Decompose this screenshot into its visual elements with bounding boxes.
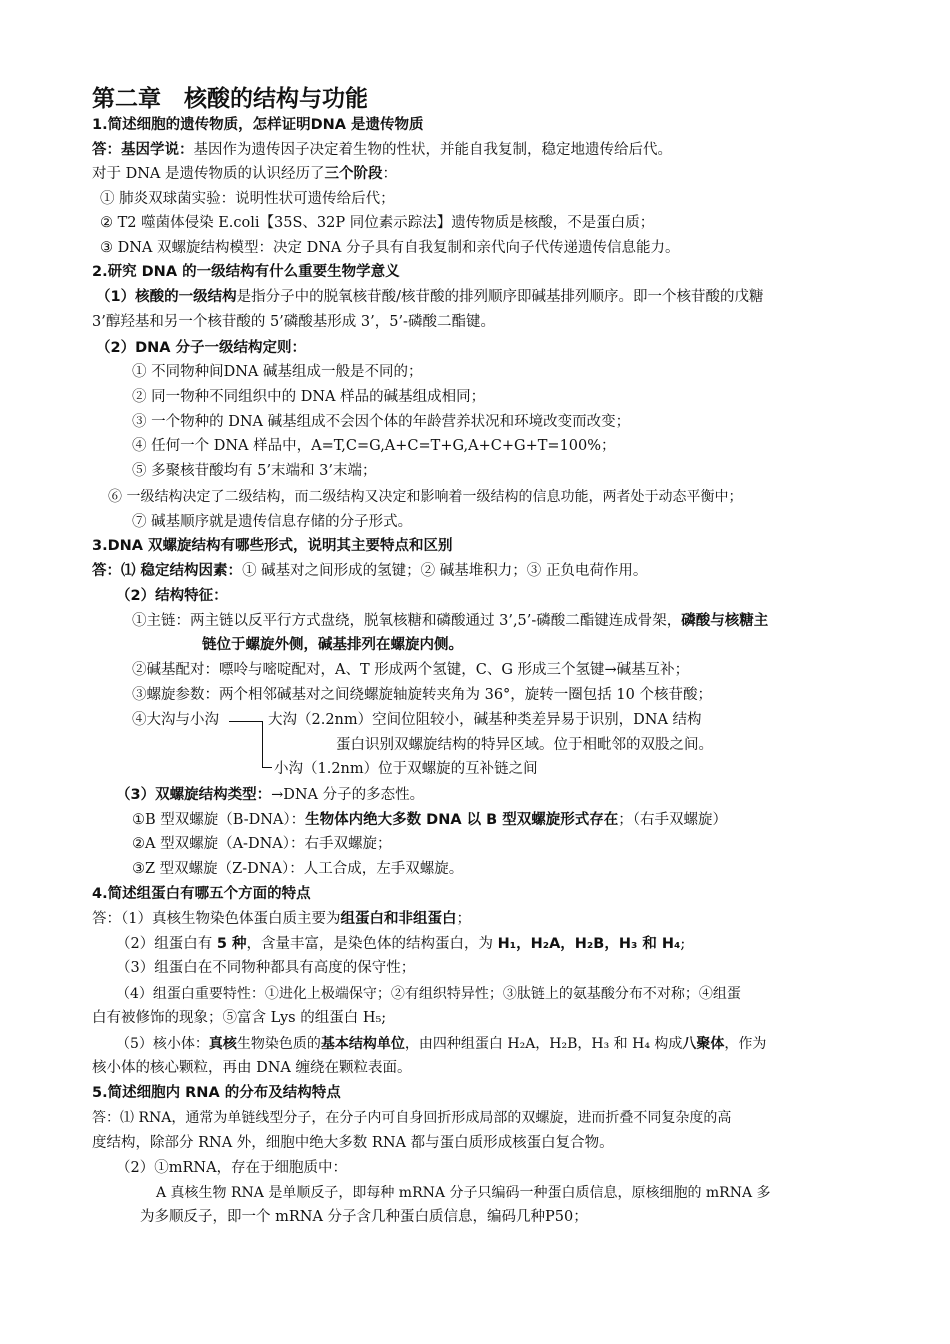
q3-feature-2: ②碱基配对：嘌呤与嘧啶配对，A、T 形成两个氢键，C、G 形成三个氢键→碱基互补； bbox=[132, 662, 690, 678]
q1-intro-bold: 三个阶段 bbox=[324, 166, 383, 182]
q4-answer-3: （3）组蛋白在不同物种都具有高度的保守性； bbox=[116, 960, 416, 976]
q3-a1-text: ① 碱基对之间形成的氢键；② 碱基堆积力；③ 正负电荷作用。 bbox=[242, 563, 648, 579]
chapter-title: 第二章 核酸的结构与功能 bbox=[92, 86, 368, 112]
q4-a5-t2: 生物染色质的 bbox=[236, 1036, 321, 1052]
q5-answer-1-line2: 度结构，除部分 RNA 外，细胞中绝大多数 RNA 都与蛋白质形成核蛋白复合物。 bbox=[92, 1135, 614, 1151]
q3-feature-3: ③螺旋参数：两个相邻碱基对之间绕螺旋轴旋转夹角为 36°，旋转一圈包括 10 个核苷酸； bbox=[132, 687, 712, 703]
q3-a3-text: →DNA 分子的多态性。 bbox=[271, 787, 425, 803]
q3-f4-major: 大沟（2.2nm）空间位阻较小，碱基种类差异易于识别，DNA 结构 bbox=[268, 712, 702, 728]
q4-a2-end: ; bbox=[680, 936, 686, 952]
q2-rule: ② 同一物种不同组织中的 DNA 样品的碱基组成相同； bbox=[132, 389, 486, 405]
q4-answer-4-line2: 白有被修饰的现象；⑤富含 Lys 的组蛋白 H₅; bbox=[92, 1010, 387, 1026]
groove-brace-top bbox=[229, 721, 263, 722]
q1-intro-end: ： bbox=[382, 166, 398, 182]
q5-heading: 5.简述细胞内 RNA 的分布及结构特点 bbox=[92, 1085, 341, 1101]
q3-f4-label: ④大沟与小沟 bbox=[132, 712, 219, 728]
q3-t1-end: ；（右手双螺旋） bbox=[618, 812, 728, 828]
q3-feature-1 bbox=[132, 611, 768, 631]
q5-answer-1: 答：⑴ RNA，通常为单链线型分子，在分子内可自身回折形成局部的双螺旋，进而折叠不同复杂度的高 bbox=[92, 1110, 732, 1126]
q4-a2-bold: 5 种 bbox=[216, 936, 247, 952]
q3-a2-bold: （2）结构特征： bbox=[116, 588, 228, 604]
q4-a5-t1: （5）核小体： bbox=[116, 1036, 209, 1052]
q3-heading: 3.DNA 双螺旋结构有哪些形式，说明其主要特点和区别 bbox=[92, 538, 453, 554]
q4-answer-5-line2: 核小体的核心颗粒，再由 DNA 缠绕在颗粒表面。 bbox=[92, 1060, 412, 1076]
q3-t1-bold: 生物体内绝大多数 DNA 以 B 型双螺旋形式存在 bbox=[305, 812, 619, 828]
q2-p1-line2: 3’醇羟基和另一个核苷酸的 5’磷酸基形成 3’，5’-磷酸二酯键。 bbox=[92, 314, 495, 330]
q4-answer-2 bbox=[116, 934, 685, 954]
q4-answer-4: （4）组蛋白重要特性：①进化上极端保守；②有组织特异性；③肽链上的氨基酸分布不对称；④组蛋 bbox=[116, 986, 741, 1002]
q3-t1-text: ①B 型双螺旋（B-DNA）： bbox=[132, 812, 306, 828]
q1-answer-text: 基因作为遗传因子决定着生物的性状，并能自我复制，稳定地遗传给后代。 bbox=[193, 142, 672, 158]
q4-a5-b2: 基本结构单位 bbox=[320, 1036, 405, 1052]
q3-f1-line2 bbox=[202, 635, 463, 655]
q3-f4-major-line2: 蛋白识别双螺旋结构的特异区域。位于相毗邻的双股之间。 bbox=[336, 737, 713, 753]
q4-answer-1 bbox=[92, 909, 471, 929]
q1-item: ① 肺炎双球菌实验：说明性状可遗传给后代； bbox=[100, 191, 395, 207]
q1-intro bbox=[92, 164, 397, 184]
q4-answer-5 bbox=[116, 1034, 766, 1054]
q2-paragraph-2 bbox=[96, 338, 306, 358]
q2-heading: 2.研究 DNA 的一级结构有什么重要生物学意义 bbox=[92, 264, 400, 280]
q2-p1-bold: （1）核酸的一级结构 bbox=[96, 289, 237, 305]
q3-f1-bold: 磷酸与核糖主 bbox=[681, 613, 769, 629]
q2-rule: ④ 任何一个 DNA 样品中，A=T,C=G,A+C=T+G,A+C+G+T=100%； bbox=[132, 438, 616, 454]
q4-a1-bold: 组蛋白和非组蛋白 bbox=[340, 911, 457, 927]
q5-answer-2: （2）①mRNA，存在于细胞质中： bbox=[116, 1160, 348, 1176]
q3-f1-line2-text: 链位于螺旋外侧，碱基排列在螺旋内侧。 bbox=[202, 637, 463, 653]
q3-f1-text: ①主链：两主链以反平行方式盘绕，脱氧核糖和磷酸通过 3’,5’-磷酸二酯键连成骨架， bbox=[132, 613, 682, 629]
q3-answer-3 bbox=[116, 785, 424, 805]
q4-a1-text: 答：（1）真核生物染色体蛋白质主要为 bbox=[92, 911, 341, 927]
q3-type-1 bbox=[132, 810, 727, 830]
q4-a2-text: （2）组蛋白有 bbox=[116, 936, 217, 952]
groove-brace-bottom bbox=[262, 767, 272, 768]
groove-brace-vertical bbox=[262, 721, 263, 767]
q5-answer-3: A 真核生物 RNA 是单顺反子，即每种 mRNA 分子只编码一种蛋白质信息，原核细胞的 mRNA 多 bbox=[156, 1185, 771, 1201]
q2-p1-text: 是指分子中的脱氧核苷酸/核苷酸的排列顺序即碱基排列顺序。即一个核苷酸的戊糖 bbox=[236, 289, 764, 305]
q2-rule: ⑥ 一级结构决定了二级结构，而二级结构又决定和影响着一级结构的信息功能，两者处于动态平衡中； bbox=[108, 489, 743, 505]
q2-paragraph-1 bbox=[96, 287, 763, 307]
q3-type-3: ③Z 型双螺旋（Z-DNA）：人工合成，左手双螺旋。 bbox=[132, 861, 464, 877]
q1-item: ② T2 噬菌体侵染 E.coli【35S、32P 同位素示踪法】遗传物质是核酸，不是蛋白质； bbox=[100, 215, 655, 231]
q4-a5-t3: ，由四种组蛋白 H₂A，H₂B，H₃ 和 H₄ 构成 bbox=[404, 1036, 683, 1052]
q3-answer-1 bbox=[92, 561, 647, 581]
q3-a1-prefix: 答：⑴ 稳定结构因素： bbox=[92, 563, 243, 579]
q5-answer-3-line2: 为多顺反子，即一个 mRNA 分子含几种蛋白质信息，编码几种P50； bbox=[140, 1209, 588, 1225]
q4-a1-end: ； bbox=[456, 911, 471, 927]
q2-rule: ⑤ 多聚核苷酸均有 5’末端和 3’末端； bbox=[132, 463, 377, 479]
q3-answer-2 bbox=[116, 586, 228, 606]
q4-a5-b3: 八聚体 bbox=[682, 1036, 725, 1052]
q4-a5-t4: ，作为 bbox=[724, 1036, 767, 1052]
q4-a5-b1: 真核 bbox=[208, 1036, 237, 1052]
q1-heading: 1.简述细胞的遗传物质，怎样证明DNA 是遗传物质 bbox=[92, 117, 424, 133]
q3-f4-minor: 小沟（1.2nm）位于双螺旋的互补链之间 bbox=[274, 761, 538, 777]
q1-intro-text: 对于 DNA 是遗传物质的认识经历了 bbox=[92, 166, 325, 182]
q1-answer-prefix: 答：基因学说： bbox=[92, 142, 194, 158]
q1-answer bbox=[92, 140, 672, 160]
q3-type-2: ②A 型双螺旋（A-DNA）：右手双螺旋； bbox=[132, 836, 392, 852]
q4-heading: 4.简述组蛋白有哪五个方面的特点 bbox=[92, 886, 311, 902]
q2-rule: ① 不同物种间DNA 碱基组成一般是不同的； bbox=[132, 364, 423, 380]
q1-item: ③ DNA 双螺旋结构模型：决定 DNA 分子具有自我复制和亲代向子代传递遗传信息能力。 bbox=[100, 240, 680, 256]
q2-rule: ⑦ 碱基顺序就是遗传信息存储的分子形式。 bbox=[132, 514, 413, 530]
q2-rule: ③ 一个物种的 DNA 碱基组成不会因个体的年龄营养状况和环境改变而改变； bbox=[132, 414, 631, 430]
q2-p2-bold: （2）DNA 分子一级结构定则： bbox=[96, 340, 307, 356]
q3-a3-bold: （3）双螺旋结构类型： bbox=[116, 787, 272, 803]
q4-a2-mid: ，含量丰富，是染色体的结构蛋白，为 bbox=[246, 936, 498, 952]
q4-a2-bold2: H₁，H₂A，H₂B，H₃ 和 H₄ bbox=[497, 936, 681, 952]
